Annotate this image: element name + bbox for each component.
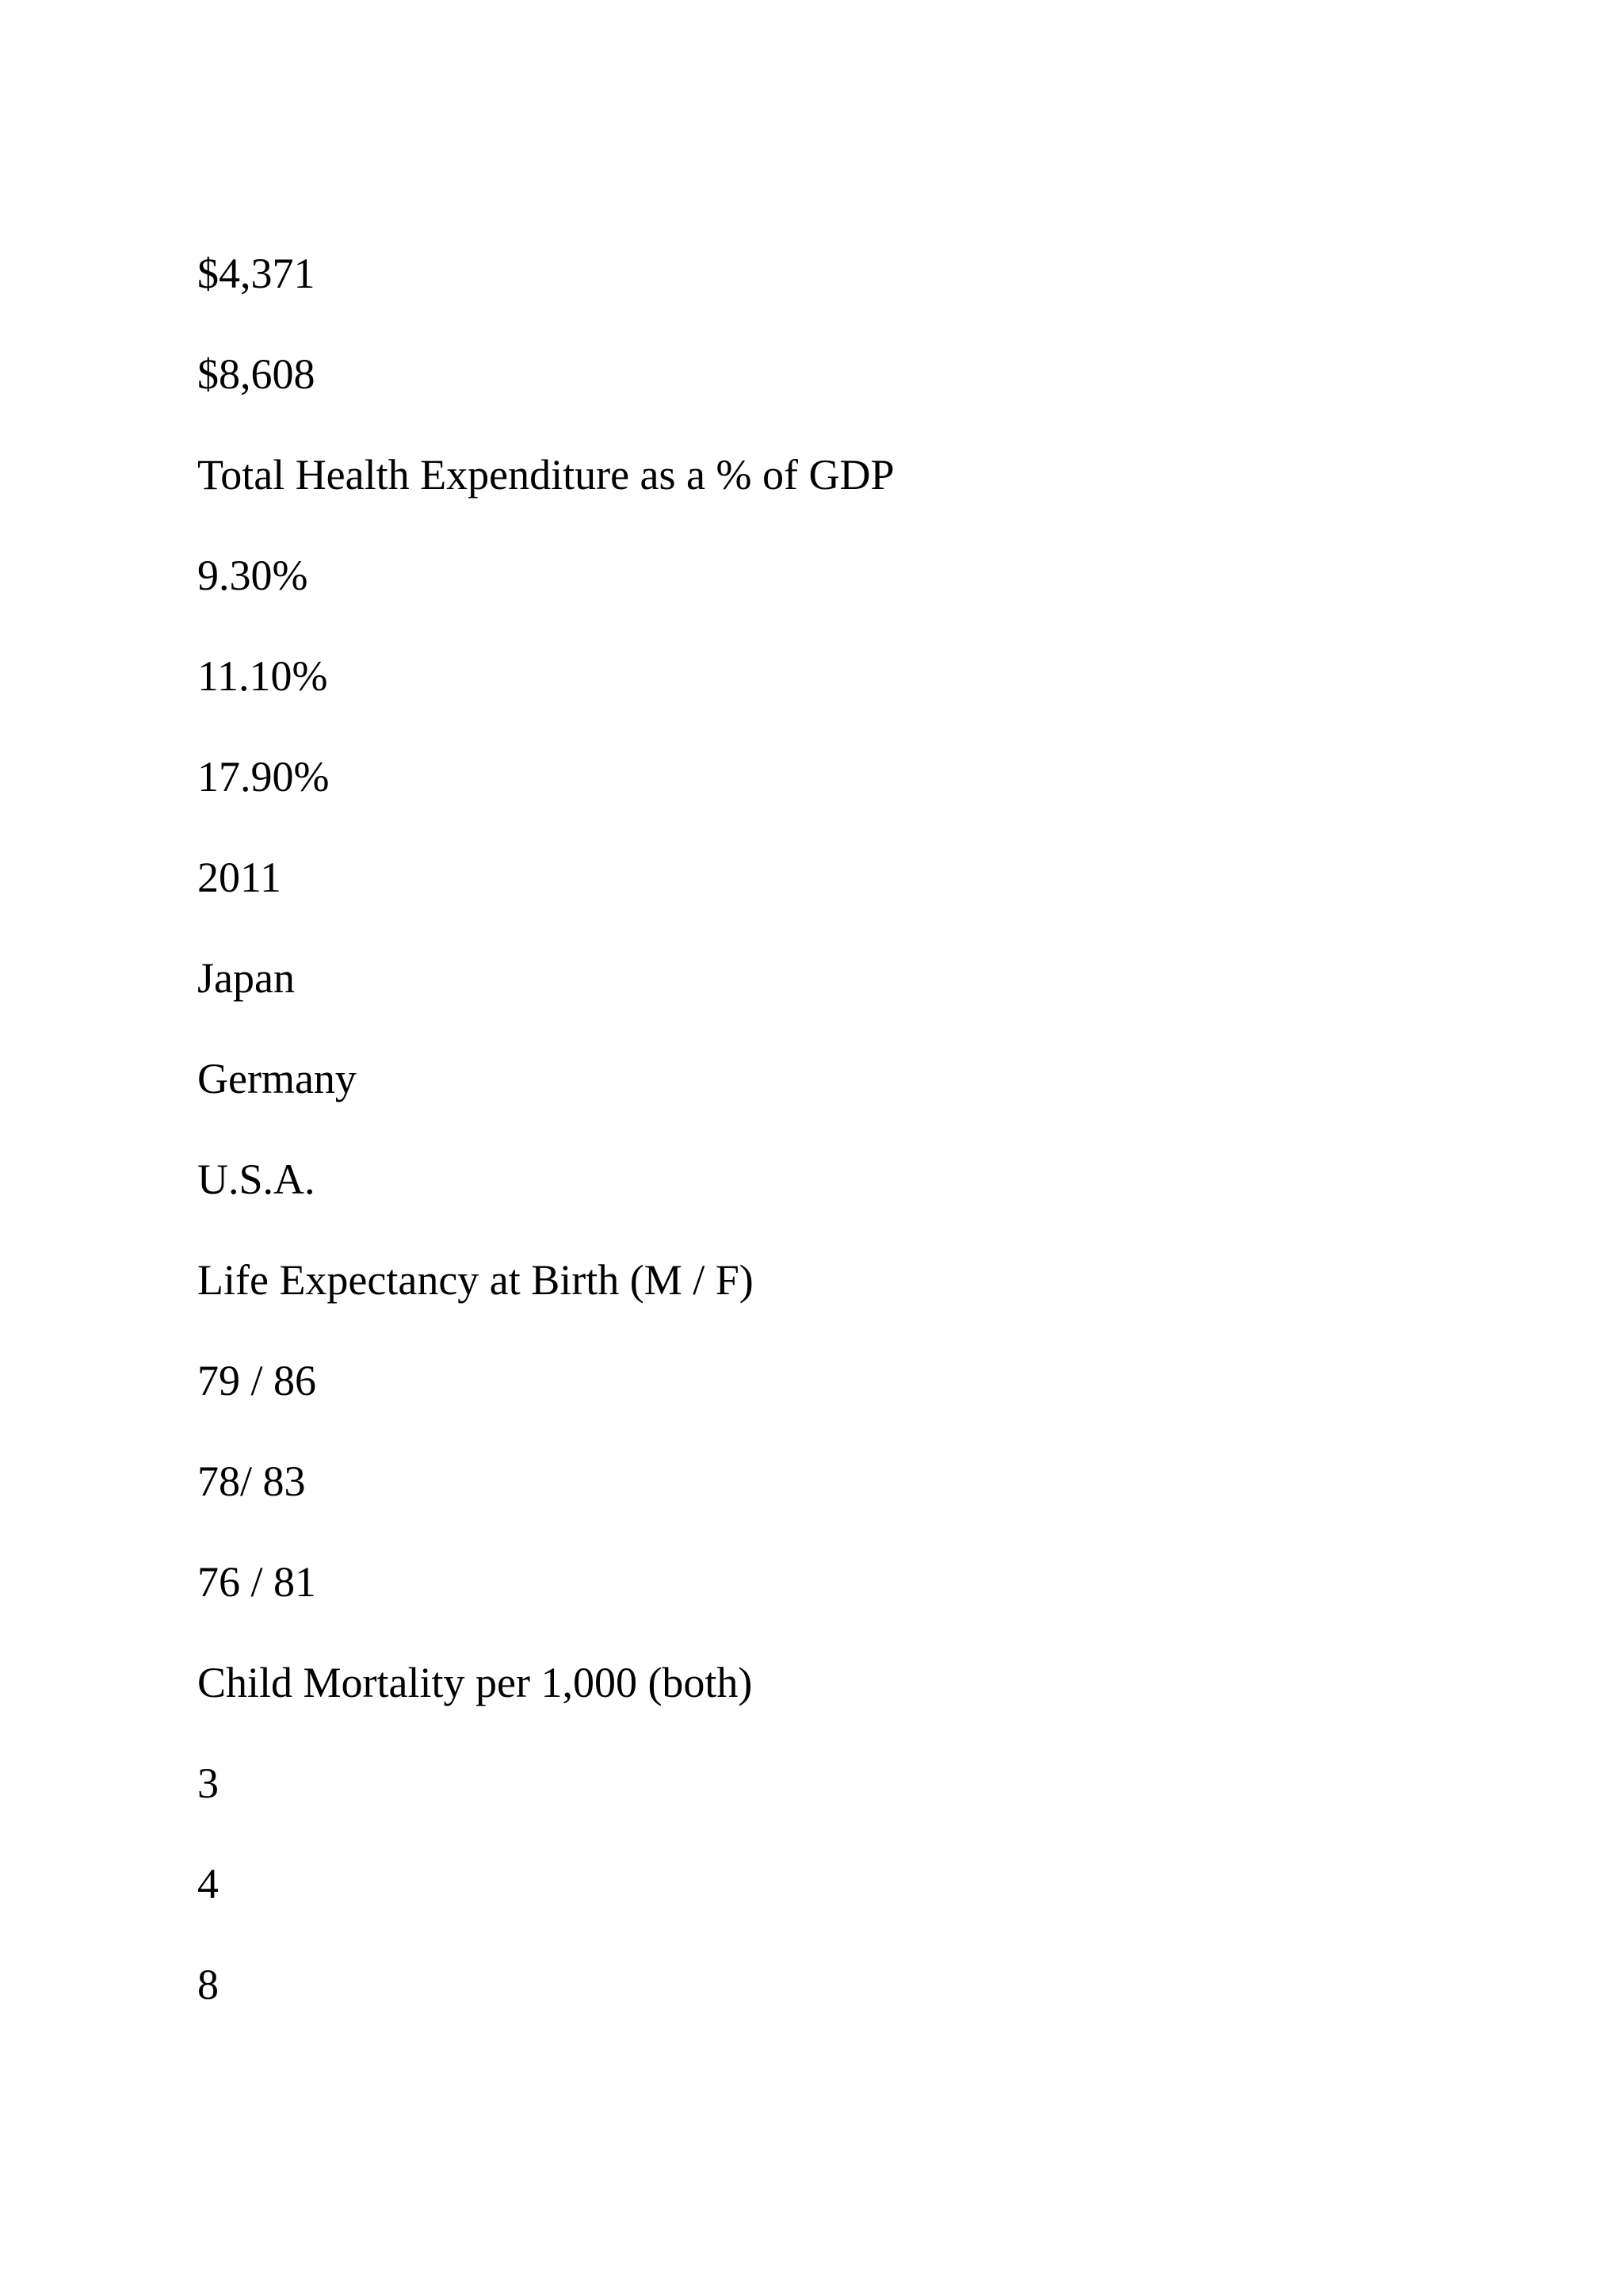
text-line-japan-life-expectancy: 79 / 86: [197, 1357, 317, 1404]
text-line-value-4371: $4,371: [197, 250, 315, 297]
text-line-germany-life-expectancy: 78/ 83: [197, 1457, 306, 1505]
text-line-country-japan: Japan: [197, 954, 295, 1002]
text-line-usa-child-mortality: 8: [197, 1961, 219, 2008]
text-line-country-germany: Germany: [197, 1055, 357, 1102]
text-line-germany-child-mortality: 4: [197, 1860, 219, 1908]
text-line-usa-life-expectancy: 76 / 81: [197, 1558, 317, 1606]
text-line-year: 2011: [197, 854, 281, 901]
text-line-japan-child-mortality: 3: [197, 1759, 219, 1807]
text-line-germany-expenditure: 11.10%: [197, 652, 328, 700]
text-line-japan-expenditure: 9.30%: [197, 552, 308, 599]
text-line-heading-life-expectancy: Life Expectancy at Birth (M / F): [197, 1256, 754, 1304]
text-line-heading-child-mortality: Child Mortality per 1,000 (both): [197, 1659, 753, 1706]
text-line-value-8608: $8,608: [197, 350, 315, 398]
text-line-heading-health-expenditure: Total Health Expenditure as a % of GDP: [197, 451, 895, 499]
text-line-country-usa: U.S.A.: [197, 1156, 315, 1203]
text-line-usa-expenditure: 17.90%: [197, 753, 330, 800]
